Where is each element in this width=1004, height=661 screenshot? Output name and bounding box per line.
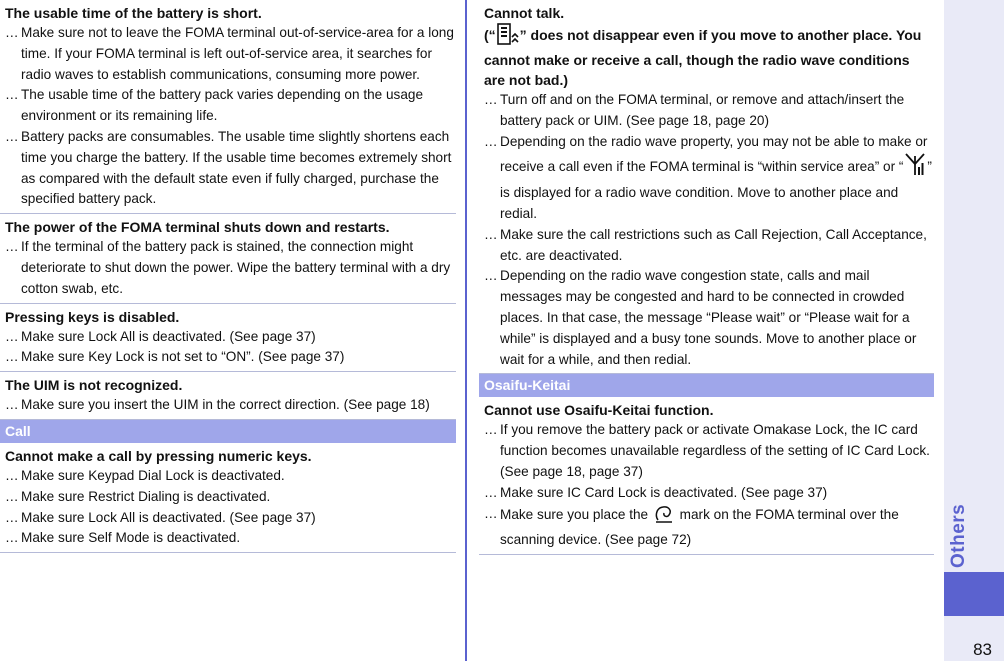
list-item: … Turn off and on the FOMA terminal, or remove and attach/insert the battery pack or UIM. (See page 18, page 20) bbox=[484, 92, 905, 128]
list-item: … Make sure Lock All is deactivated. (See page 37) bbox=[5, 509, 316, 525]
list-item: … Make sure Restrict Dialing is deactivated. bbox=[5, 488, 271, 504]
section-band-call: Call bbox=[0, 420, 456, 443]
section-sidebar bbox=[944, 0, 1004, 661]
entry-title: The UIM is not recognized. bbox=[5, 377, 183, 394]
list-item: … The usable time of the battery pack varies depending on the usage environment or its remaining life. bbox=[5, 87, 424, 124]
entry-cannot-talk bbox=[479, 0, 934, 374]
column-divider bbox=[465, 0, 467, 661]
section-tab-label: Others bbox=[948, 503, 969, 568]
section-band-osaifu: Osaifu-Keitai bbox=[479, 374, 934, 397]
section-tab bbox=[944, 0, 1004, 572]
list-item: … Make sure Key Lock is not set to “ON”. (See page 37) bbox=[5, 349, 345, 365]
left-column bbox=[0, 0, 456, 553]
list-item: … Make sure IC Card Lock is deactivated. (See page 37) bbox=[484, 484, 828, 500]
list-item: … Make sure Keypad Dial Lock is deactivated. bbox=[5, 467, 285, 483]
list-item: … Depending on the radio wave congestion state, calls and mail messages may be congested and hard to be connected in crowded places. In that case, the message “Please wait” or “Please wait for a while” is displayed and a busy tone sounds. Move to another place or wait for a while, and then redial. bbox=[484, 268, 917, 367]
entry-title: Pressing keys is disabled. bbox=[5, 308, 180, 325]
entry-battery-short bbox=[0, 0, 456, 214]
list-item: … If the terminal of the battery pack is stained, the connection might deteriorate to shut down the power. Wipe the battery terminal with a dry cotton swab, etc. bbox=[5, 239, 451, 296]
section-tab-marker bbox=[944, 572, 1004, 616]
signal-strength-icon bbox=[904, 152, 926, 183]
out-of-service-icon bbox=[497, 23, 519, 50]
entry-power-restarts bbox=[0, 214, 456, 303]
list-item: … Depending on the radio wave property, you may not be able to make or receive a call even if the FOMA terminal is “within service area” or “ ” is displayed for a radio wave condition. Move to another place and redial. bbox=[484, 133, 932, 221]
felica-mark-icon bbox=[653, 504, 675, 531]
list-item: … If you remove the battery pack or activate Omakase Lock, the IC card function becomes unavailable regardless of the setting of IC Card Lock. (See page 18, page 37) bbox=[484, 422, 930, 479]
entry-title: Cannot talk. bbox=[484, 5, 565, 21]
page-number: 83 bbox=[973, 640, 992, 659]
entry-keys-disabled bbox=[0, 304, 456, 373]
entry-uim bbox=[0, 372, 456, 420]
list-item: … Make sure the call restrictions such as Call Rejection, Call Acceptance, etc. are deactivated. bbox=[484, 226, 927, 263]
list-item: … Battery packs are consumables. The usable time slightly shortens each time you charge the battery. If the usable time becomes extremely short as compared with the default state even if fully charged, purchase the specified battery pack. bbox=[5, 128, 452, 207]
list-item: … Make sure you insert the UIM in the correct direction. (See page 18) bbox=[5, 397, 430, 413]
entry-numeric-keys bbox=[0, 443, 456, 553]
list-item: … Make sure Self Mode is deactivated. bbox=[5, 530, 241, 546]
list-item: … Make sure you place the mark on the FOMA terminal over the scanning device. (See page 72) bbox=[484, 505, 899, 548]
entry-title: The power of the FOMA terminal shuts down and restarts. bbox=[5, 219, 390, 236]
list-item: … Make sure not to leave the FOMA terminal out-of-service-area for a long time. If your FOMA terminal is left out-of-service area, it searches for radio waves to establish communications, consuming more power. bbox=[5, 25, 454, 82]
entry-osaifu bbox=[479, 397, 934, 555]
entry-subtitle: (“ ” does not disappear even if you move to another place. You cannot make or receive a call, though the radio wave conditions are not bad.) bbox=[484, 23, 934, 90]
entry-title: Cannot use Osaifu-Keitai function. bbox=[484, 402, 714, 419]
entry-title: Cannot make a call by pressing numeric keys. bbox=[5, 447, 312, 464]
right-column bbox=[479, 0, 934, 555]
list-item: … Make sure Lock All is deactivated. (See page 37) bbox=[5, 328, 316, 344]
entry-title: The usable time of the battery is short. bbox=[5, 5, 262, 21]
